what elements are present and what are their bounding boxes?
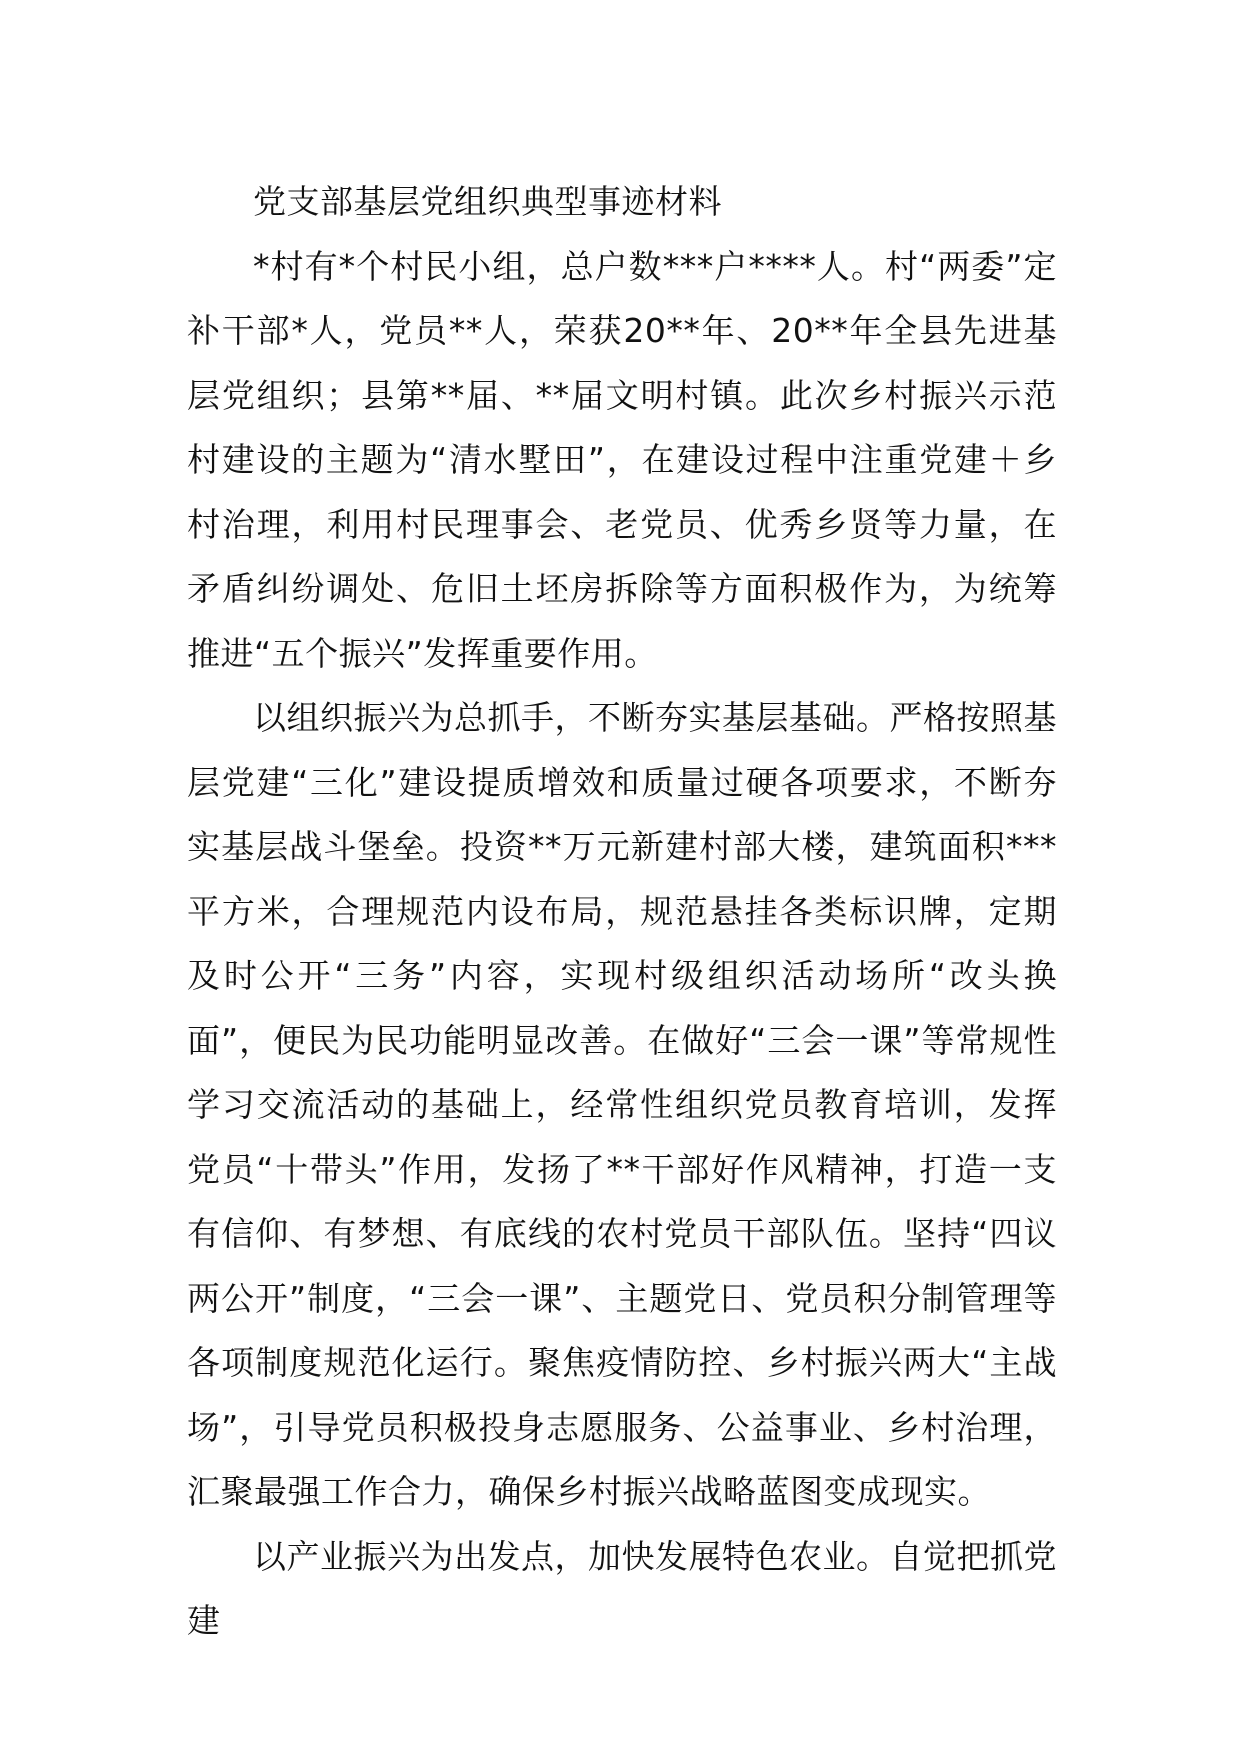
paragraph-village-overview: *村有*个村民小组，总户数***户****人。村“两委”定补干部*人，党员**人，荣获20**年、20**年全县先进基层党组织；县第**届、**届文明村镇。此次乡村振兴示范村建设的主题为“清水墅田”，在建设过程中注重党建＋乡村治理，利用村民理事会、老党员、优秀乡贤等力量，在矛盾纠纷调处、危旧土坯房拆除等方面积极作为，为统筹推进“五个振兴”发挥重要作用。	[187, 246, 1057, 673]
document-title: 党支部基层党组织典型事迹材料	[253, 182, 722, 221]
document-page	[187, 170, 1057, 1654]
paragraph-industry-revitalization: 以产业振兴为出发点，加快发展特色农业。自觉把抓党建	[187, 1536, 1057, 1640]
paragraph-organization-revitalization: 以组织振兴为总抓手，不断夯实基层基础。严格按照基层党建“三化”建设提质增效和质量过硬各项要求，不断夯实基层战斗堡垒。投资**万元新建村部大楼，建筑面积***平方米，合理规范内设布局，规范悬挂各类标识牌，定期及时公开“三务”内容，实现村级组织活动场所“改头换面”，便民为民功能明显改善。在做好“三会一课”等常规性学习交流活动的基础上，经常性组织党员教育培训，发挥党员“十带头”作用，发扬了**干部好作风精神，打造一支有信仰、有梦想、有底线的农村党员干部队伍。坚持“四议两公开”制度，“三会一课”、主题党日、党员积分制管理等各项制度规范化运行。聚焦疫情防控、乡村振兴两大“主战场”，引导党员积极投身志愿服务、公益事业、乡村治理，汇聚最强工作合力，确保乡村振兴战略蓝图变成现实。	[187, 698, 1057, 1511]
